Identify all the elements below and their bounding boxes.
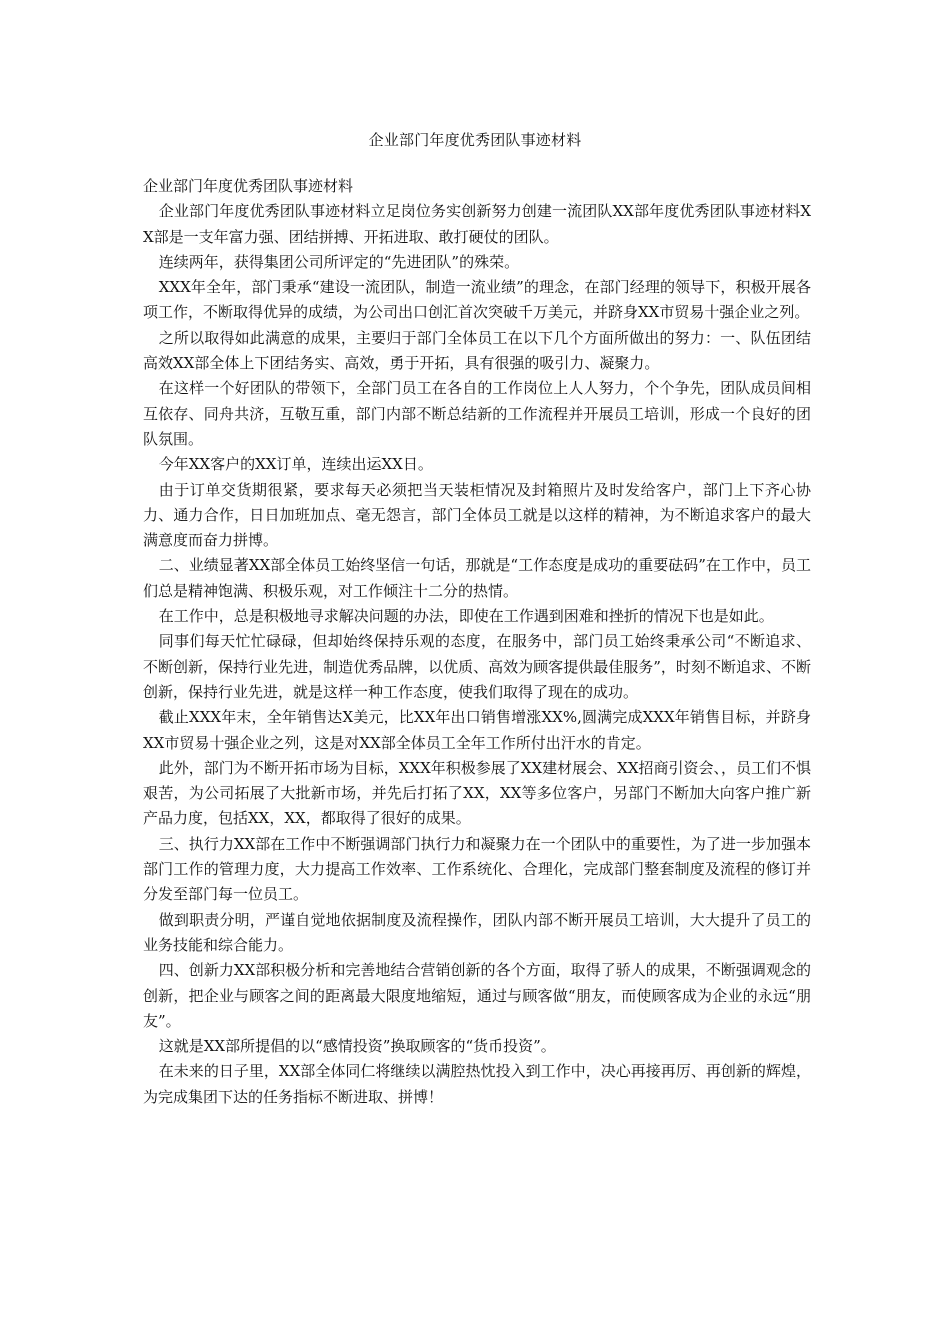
paragraph: 截止XXX年末，全年销售达X美元，比XX年出口销售增涨XX%,圆满完成XXX年销售目标，并跻身XX市贸易十强企业之列，这是对XX部全体员工全年工作所付出汗水的肯定。 bbox=[143, 708, 811, 752]
paragraph: XXX年全年，部门秉承“建设一流团队，制造一流业绩”的理念，在部门经理的领导下，积极开展各项工作，不断取得优异的成绩，为公司出口创汇首次突破千万美元，并跻身XX市贸易十强企业之列。 bbox=[143, 278, 811, 322]
paragraph: 做到职责分明，严谨自觉地依据制度及流程操作，团队内部不断开展员工培训，大大提升了员工的业务技能和综合能力。 bbox=[143, 910, 811, 954]
paragraph: 在工作中，总是积极地寻求解决问题的办法，即使在工作遇到困难和挫折的情况下也是如此。 bbox=[158, 607, 774, 626]
paragraph: 由于订单交货期很紧，要求每天必须把当天装柜情况及封箱照片及时发给客户，部门上下齐心协力、通力合作，日日加班加点、毫无怨言，部门全体员工就是以这样的精神，为不断追求客户的最大满意度而奋力拼博。 bbox=[143, 480, 811, 550]
paragraph: 四、创新力XX部积极分析和完善地结合营销创新的各个方面，取得了骄人的成果，不断强调观念的创新，把企业与顾客之间的距离最大限度地缩短，通过与顾客做“朋友，而使顾客成为企业的永远“朋友”。 bbox=[143, 961, 811, 1030]
paragraph: 之所以取得如此满意的成果，主要归于部门全体员工在以下几个方面所做出的努力：一、队伍团结高效XX部全体上下团结务实、高效，勇于开拓，具有很强的吸引力、凝聚力。 bbox=[143, 328, 811, 373]
paragraph: 企业部门年度优秀团队事迹材料立足岗位务实创新努力创建一流团队XX部年度优秀团队事迹材料XX部是一支年富力强、团结拼搏、开拓进取、敢打硬仗的团队。 bbox=[143, 202, 811, 246]
paragraph: 今年XX客户的XX订单，连续出运XX日。 bbox=[158, 455, 433, 474]
paragraph: 在这样一个好团队的带领下，全部门员工在各自的工作岗位上人人努力，个个争先，团队成员间相互依存、同舟共济，互敬互重，部门内部不断总结新的工作流程并开展员工培训，形成一个良好的团队氛围。 bbox=[143, 379, 811, 448]
paragraph: 此外，部门为不断开拓市场为目标，XXX年积极参展了XX建材展会、XX招商引资会、，员工们不惧艰苦，为公司拓展了大批新市场，并先后打拓了XX，XX等多位客户，另部门不断加大向客户推广新产品力度，包括XX，XX，都取得了很好的成果。 bbox=[143, 758, 812, 828]
document-title: 企业部门年度优秀团队事迹材料 bbox=[368, 131, 582, 149]
document-body bbox=[143, 174, 811, 1110]
paragraph: 二、业绩显著XX部全体员工始终坚信一句话，那就是“工作态度是成功的重要砝码”在工作中，员工们总是精神饱满、积极乐观，对工作倾注十二分的热情。 bbox=[143, 556, 811, 600]
paragraph: 三、执行力XX部在工作中不断强调部门执行力和凝聚力在一个团队中的重要性，为了进一步加强本部门工作的管理力度，大力提高工作效率、工作系统化、合理化，完成部门整套制度及流程的修订并分发至部门每一位员工。 bbox=[143, 834, 811, 904]
paragraph: 这就是XX部所提倡的以“感情投资”换取顾客的“货币投资”。 bbox=[158, 1037, 556, 1056]
paragraph: 同事们每天忙忙碌碌，但却始终保持乐观的态度，在服务中，部门员工始终秉承公司“不断追求、不断创新，保持行业先进，制造优秀品牌，以优质、高效为顾客提供最佳服务”，时刻不断追求、不断创新，保持行业先进，就是这样一种工作态度，使我们取得了现在的成功。 bbox=[143, 632, 811, 701]
paragraph: 连续两年，获得集团公司所评定的“先进团队”的殊荣。 bbox=[158, 252, 520, 271]
paragraph: 在未来的日子里，XX部全体同仁将继续以满腔热忱投入到工作中，决心再接再厉、再创新的辉煌，为完成集团下达的任务指标不断进取、拼博！ bbox=[143, 1062, 811, 1106]
body-heading: 企业部门年度优秀团队事迹材料 bbox=[143, 177, 354, 195]
